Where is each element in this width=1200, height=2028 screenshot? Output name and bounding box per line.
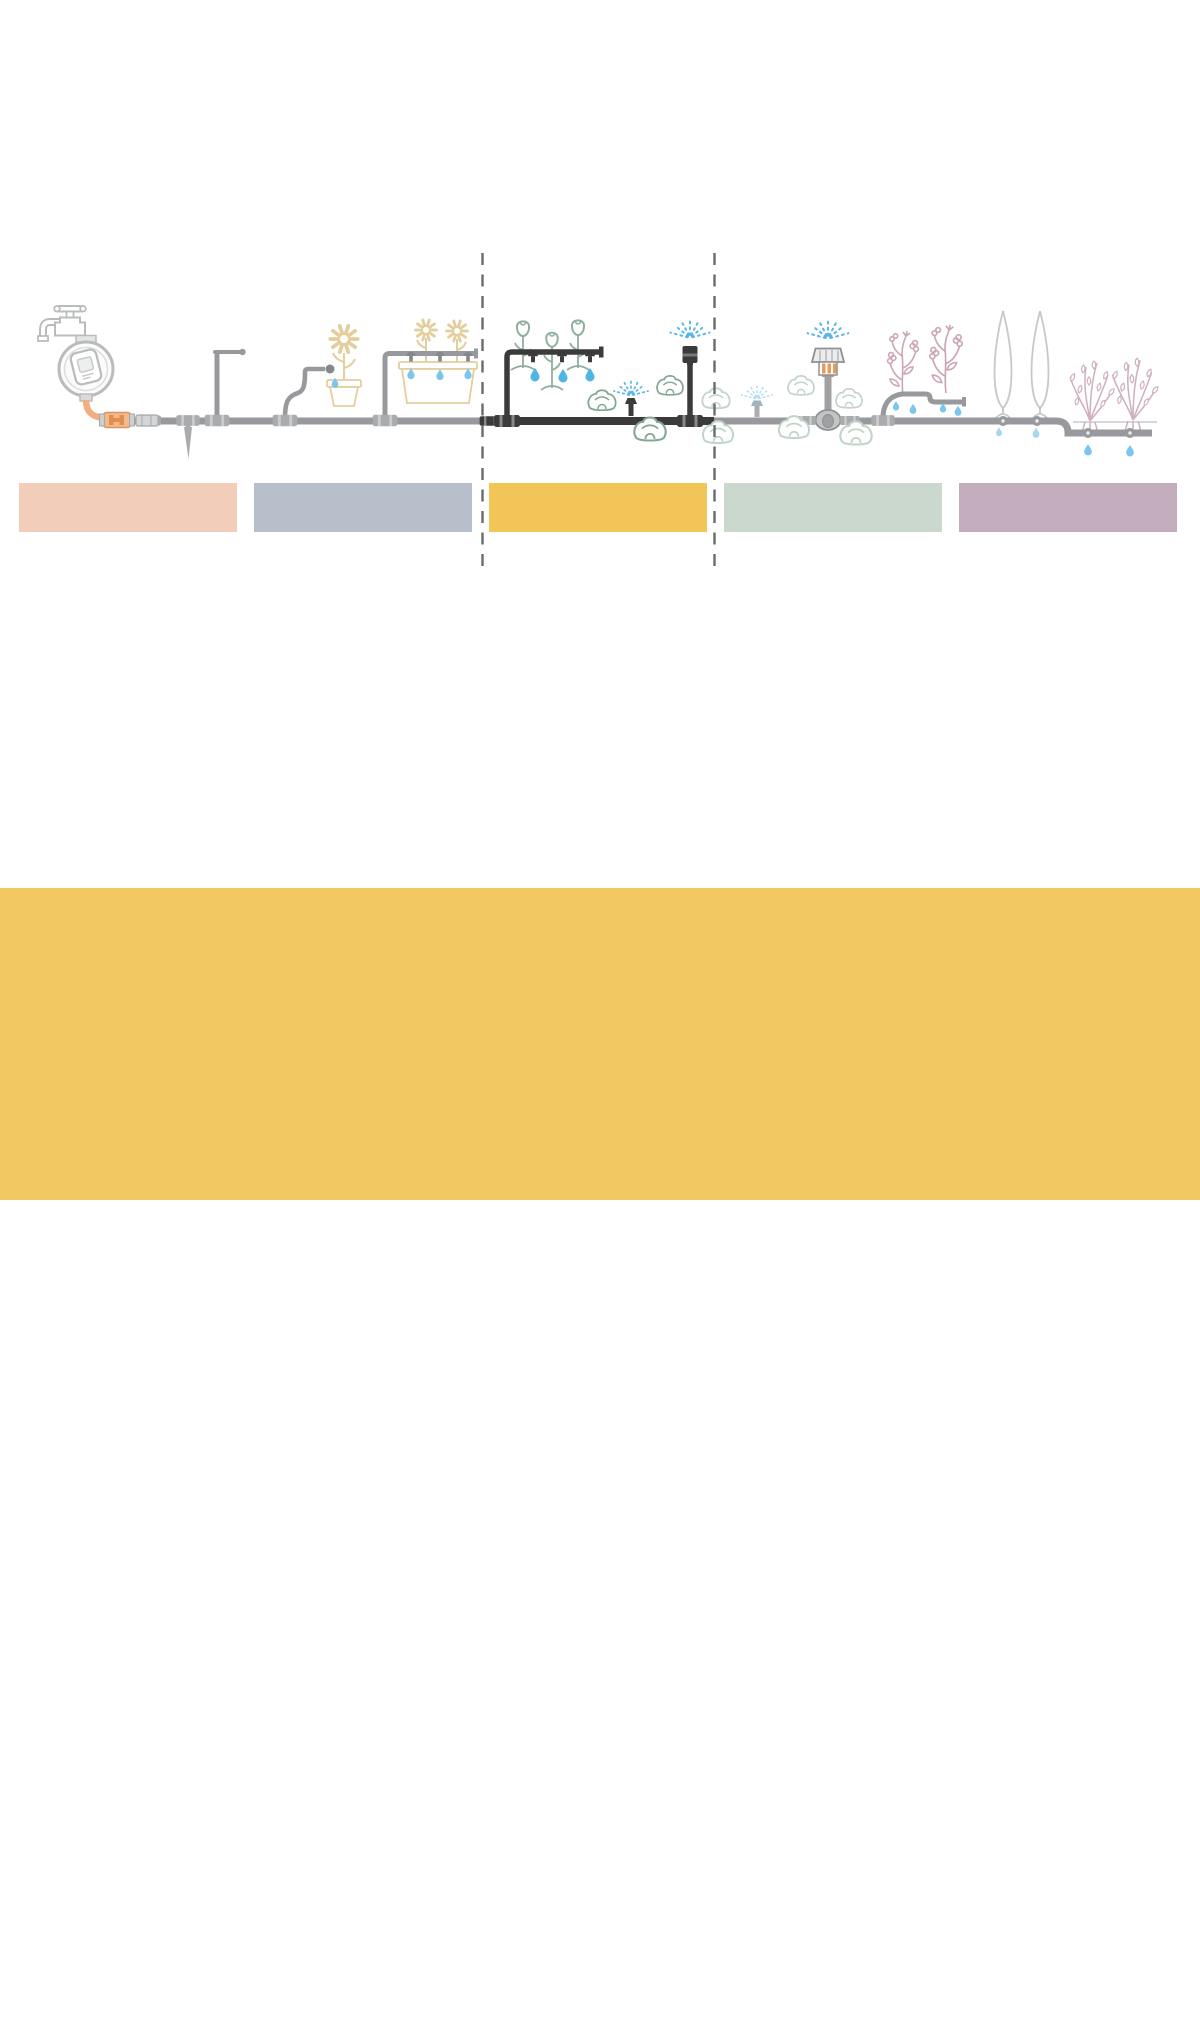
tomato-plants-icon bbox=[888, 325, 963, 396]
rose-plants-icon bbox=[511, 320, 589, 390]
description-line-2: de los goteros, que suministran el agua directamente a las raíces bbox=[75, 1911, 1077, 1973]
master-unit-icon bbox=[86, 400, 158, 428]
ground-spike-icon bbox=[184, 421, 192, 459]
spray-riser-icon bbox=[215, 349, 246, 418]
water-timer-icon bbox=[59, 342, 113, 401]
zone-separator-lines bbox=[483, 253, 715, 575]
description-line-1: No más plantas secas o demasiado empapadas gracias al diseño bbox=[75, 1856, 1085, 1918]
cypress-trees-icon bbox=[995, 311, 1049, 418]
pop-up-sprinkler-icon bbox=[812, 349, 844, 431]
micro-sprinkler-icon bbox=[625, 398, 637, 416]
description-line-3: de las plantas. bbox=[75, 1966, 299, 2028]
supply-pipe bbox=[110, 421, 1152, 433]
info-panel bbox=[0, 888, 1200, 2028]
irrigation-system-illustration bbox=[0, 0, 1200, 600]
irrigation-diagram bbox=[0, 0, 1200, 600]
panel-title: Plantas en macetas bbox=[75, 1785, 540, 1854]
riser-sprinkler-icon bbox=[683, 346, 698, 418]
panel-description bbox=[75, 1856, 1085, 2028]
window-box-icon bbox=[399, 320, 477, 403]
faint-micro-sprinkler-icon bbox=[751, 401, 763, 418]
pot-dripper-icon bbox=[285, 365, 335, 419]
